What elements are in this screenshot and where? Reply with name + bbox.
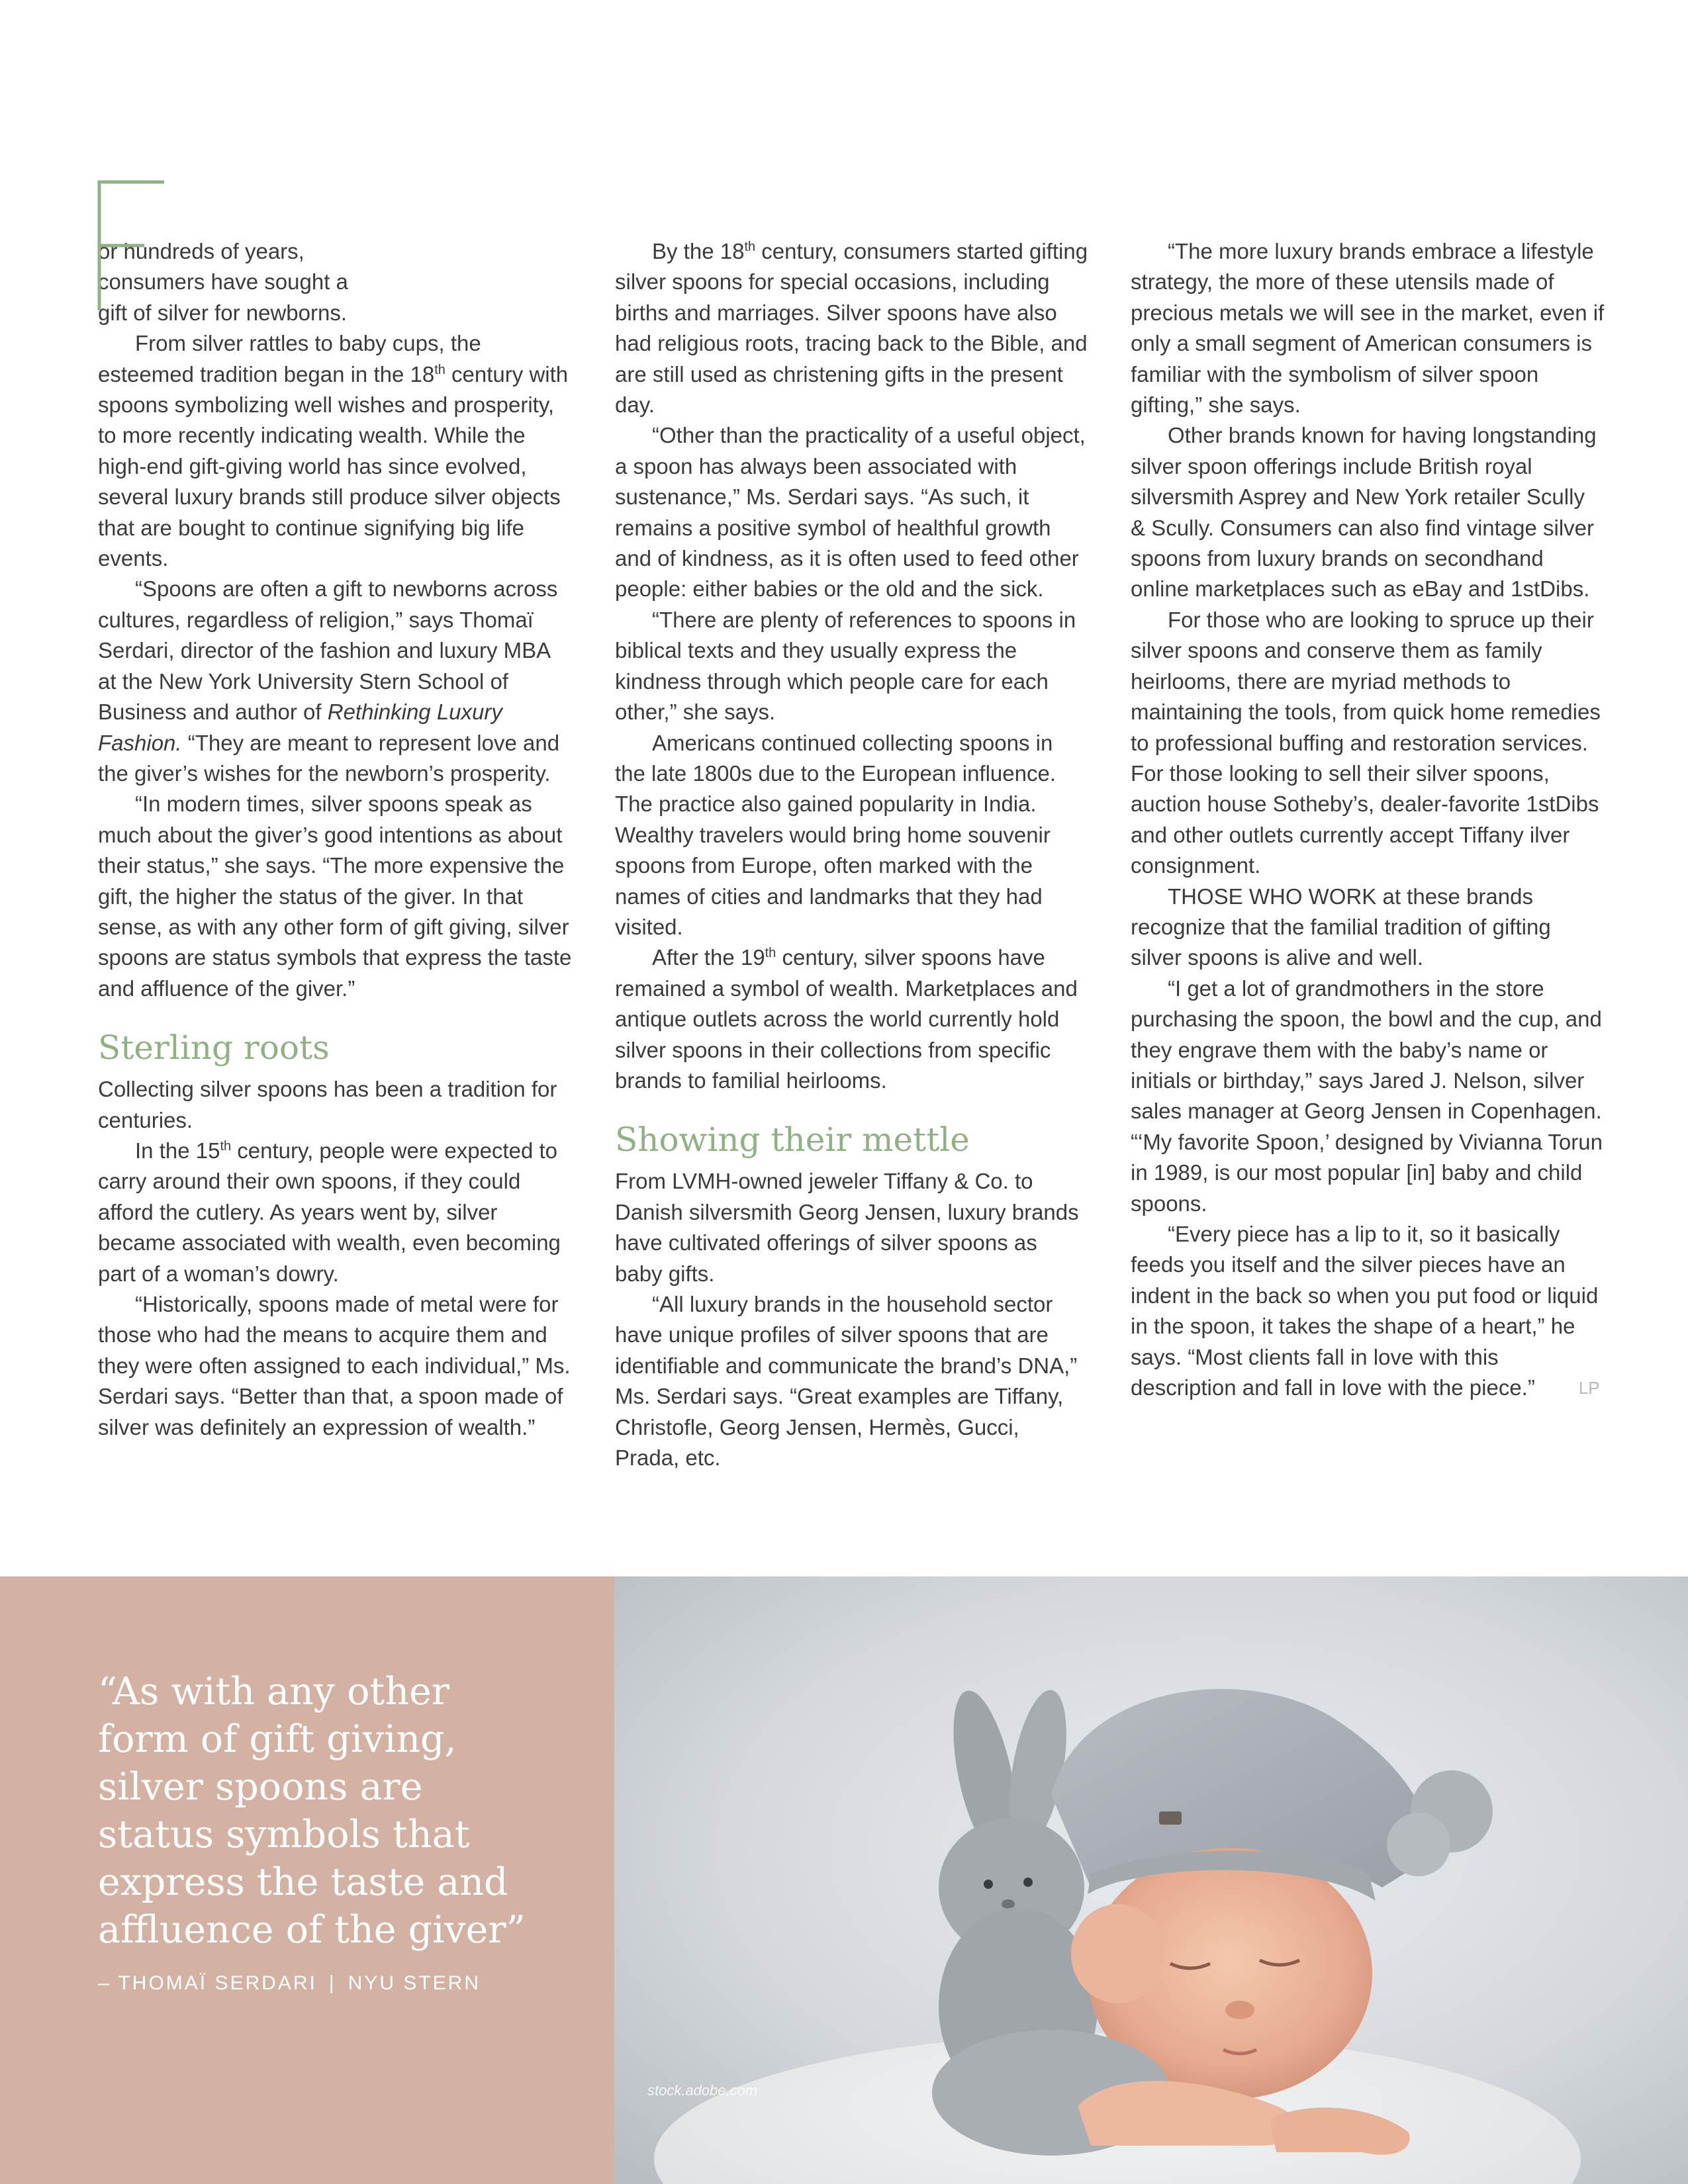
- lead-line: gift of silver for newborns.: [98, 300, 347, 325]
- paragraph-text: “Other than the practicality of a useful object, a spoon has always been associated with sustenance,” Ms. Serdari says. “As such, it remains a positive symbol of healthful growth and of kindness, as it is often used to feed other people: either babies or the old and the sick.: [615, 423, 1086, 602]
- newborn-photo-image: [614, 1576, 1688, 2184]
- pull-quote-panel: [0, 1576, 614, 2184]
- column-body: [615, 236, 1089, 1473]
- paragraph-text: From LVMH-owned jeweler Tiffany & Co. to Danish silversmith Georg Jensen, luxury brands have cultivated offerings of silver spoons as baby gifts.: [615, 1169, 1079, 1286]
- paragraph-text: After the 19: [652, 945, 765, 970]
- ordinal-suffix: th: [434, 362, 445, 377]
- article-column-3: [1131, 236, 1605, 1403]
- body-paragraph: [1131, 1219, 1605, 1403]
- body-paragraph: [615, 942, 1089, 1096]
- paragraph-text: “All luxury brands in the household sector have unique profiles of silver spoons that are identifiable and communicate the brand’s DNA,” Ms. Serdari says. “Great examples are Tiffany, Christofle, Georg Jensen, Hermès, Gucci, Prada, etc.: [615, 1292, 1078, 1471]
- paragraph-text: century, people were expected to carry around their own spoons, if they could afford the cutlery. As years went by, silver became associated with wealth, even becoming part of a woman’s dowry.: [98, 1138, 561, 1286]
- paragraph-text: In the 15: [135, 1138, 220, 1163]
- book-title: Rethinking Luxury Fashion.: [98, 700, 502, 755]
- paragraph-text: Americans continued collecting spoons in the late 1800s due to the European influence. The practice also gained popularity in India. Wealthy travelers would bring home souvenir spoons from Europe, often marked with the names of cities and landmarks that they had visited.: [615, 730, 1056, 939]
- paragraph-text: From silver rattles to baby cups, the esteemed tradition began in the 18: [98, 331, 481, 387]
- paragraph-text: By the 18: [652, 239, 745, 263]
- body-paragraph: [615, 1289, 1089, 1473]
- body-paragraph: [615, 420, 1089, 604]
- lead-line: or hundreds of years,: [98, 239, 305, 263]
- ordinal-suffix: th: [220, 1138, 232, 1154]
- article-column-2: [615, 236, 1089, 1473]
- lead-line: consumers have sought a: [98, 269, 348, 295]
- paragraph-text: Other brands known for having longstanding silver spoon offerings include British royal silversmith Asprey and New York retailer Scully & Scully. Consumers can also find vintage silver spoons from luxury brands on secondhand online marketplaces such as eBay and 1stDibs.: [1131, 423, 1597, 602]
- attribution-separator: |: [328, 1972, 336, 1994]
- body-paragraph: [615, 236, 1089, 420]
- paragraph-text: century, consumers started gifting silver spoons for special occasions, including births and marriages. Silver spoons have also had religious roots, tracing back to the Bible, and are still used as christening gifts in the present day.: [615, 239, 1088, 418]
- body-paragraph: [1131, 420, 1605, 604]
- paragraph-text: Collecting silver spoons has been a tradition for centuries.: [98, 1077, 557, 1132]
- body-paragraph: [98, 574, 572, 789]
- pull-quote-text: “As with any other form of gift giving, silver spoons are status symbols that express the taste and affluence of the giver”: [98, 1670, 526, 1952]
- dropcap-letter-f: [95, 179, 168, 310]
- section-heading: Showing their mettle: [615, 1120, 970, 1160]
- column-body: [1131, 236, 1605, 1403]
- paragraph-text: “In modern times, silver spoons speak as much about the giver’s good intentions as about their status,” she says. “The more expensive the gift, the higher the status of the giver. In that sense, as with any other form of gift giving, silver spoons are status symbols that express the taste and affluence of the giver.”: [98, 792, 572, 1001]
- body-paragraph: [1131, 236, 1605, 420]
- article-column-1: [98, 236, 572, 1443]
- attribution-org: NYU STERN: [348, 1972, 481, 1994]
- photo-credit: stock.adobe.com: [647, 2082, 758, 2099]
- newborn-photo: [614, 1576, 1688, 2184]
- body-paragraph: [1131, 882, 1605, 974]
- paragraph-text: “Spoons are often a gift to newborns across cultures, regardless of religion,” says Thomaï Serdari, director of the fashion and luxury MBA at the New York University Stern School of Business and author of: [98, 576, 558, 725]
- body-paragraph: [98, 328, 572, 574]
- paragraph-text: “There are plenty of references to spoons in biblical texts and they usually express the kindness through which people care for each other,” she says.: [615, 607, 1076, 725]
- paragraph-text: “Historically, spoons made of metal were for those who had the means to acquire them and they were often assigned to each individual,” Ms. Serdari says. “Better than that, a spoon made of silver was definitely an expression of wealth.”: [98, 1292, 571, 1439]
- paragraph-text: century, silver spoons have remained a symbol of wealth. Marketplaces and antique outlets across the world currently hold silver spoons in their collections from specific brands to familial heirlooms.: [615, 945, 1078, 1093]
- body-paragraph: [98, 1289, 572, 1443]
- body-paragraph: [1131, 605, 1605, 882]
- body-paragraph: [615, 1166, 1089, 1289]
- attribution-name: – THOMAÏ SERDARI: [98, 1972, 317, 1994]
- body-paragraph: [615, 728, 1089, 943]
- paragraph-text: “The more luxury brands embrace a lifestyle strategy, the more of these utensils made of precious metals we will see in the market, even if only a small segment of American consumers is familiar with the symbolism of silver spoon gifting,” she says.: [1131, 239, 1605, 418]
- body-paragraph: [98, 789, 572, 1004]
- paragraph-text: “Every piece has a lip to it, so it basically feeds you itself and the silver pieces have an indent in the back so when you put food or liquid in the spoon, it takes the shape of a heart,” he says. “Most clients fall in love with this description and fall in love with the piece.”: [1131, 1222, 1599, 1400]
- end-mark-icon: LP: [1578, 1378, 1600, 1398]
- paragraph-text: “I get a lot of grandmothers in the store purchasing the spoon, the bowl and the cup, and they engrave them with the baby’s name or initials or birthday,” says Jared J. Nelson, silver sales manager at Georg Jensen in Copenhagen. “‘My favorite Spoon,’ designed by Vivianna Torun in 1989, is our most popular [in] baby and child spoons.: [1131, 976, 1603, 1216]
- ordinal-suffix: th: [765, 946, 776, 961]
- paragraph-text: “They are meant to represent love and the giver’s wishes for the newborn’s prosperity.: [98, 730, 560, 786]
- body-paragraph: [615, 605, 1089, 728]
- body-paragraph: [1131, 974, 1605, 1219]
- bottom-band: [0, 1576, 1688, 2184]
- lead-paragraph: [98, 236, 572, 328]
- ordinal-suffix: th: [744, 240, 756, 254]
- paragraph-text: For those who are looking to spruce up their silver spoons and conserve them as family heirlooms, there are myriad methods to maintaining the tools, from quick home remedies to professional buffing and restoration services. For those looking to sell their silver spoons, auction house Sotheby’s, dealer-favorite 1stDibs and other outlets currently accept Tiffany ilver consignment.: [1131, 607, 1601, 878]
- body-paragraph: [98, 1074, 572, 1136]
- paragraph-text: THOSE WHO WORK at these brands recognize that the familial tradition of gifting silver spoons is alive and well.: [1131, 884, 1551, 970]
- pull-quote-attribution: [98, 1972, 481, 1995]
- paragraph-text: century with spoons symbolizing well wishes and prosperity, to more recently indicating wealth. While the high-end gift-giving world has since evolved, several luxury brands still produce silver objects that are bought to continue signifying big life events.: [98, 361, 569, 571]
- column-body: [98, 328, 572, 1443]
- body-paragraph: [98, 1136, 572, 1289]
- section-heading: Sterling roots: [98, 1028, 330, 1068]
